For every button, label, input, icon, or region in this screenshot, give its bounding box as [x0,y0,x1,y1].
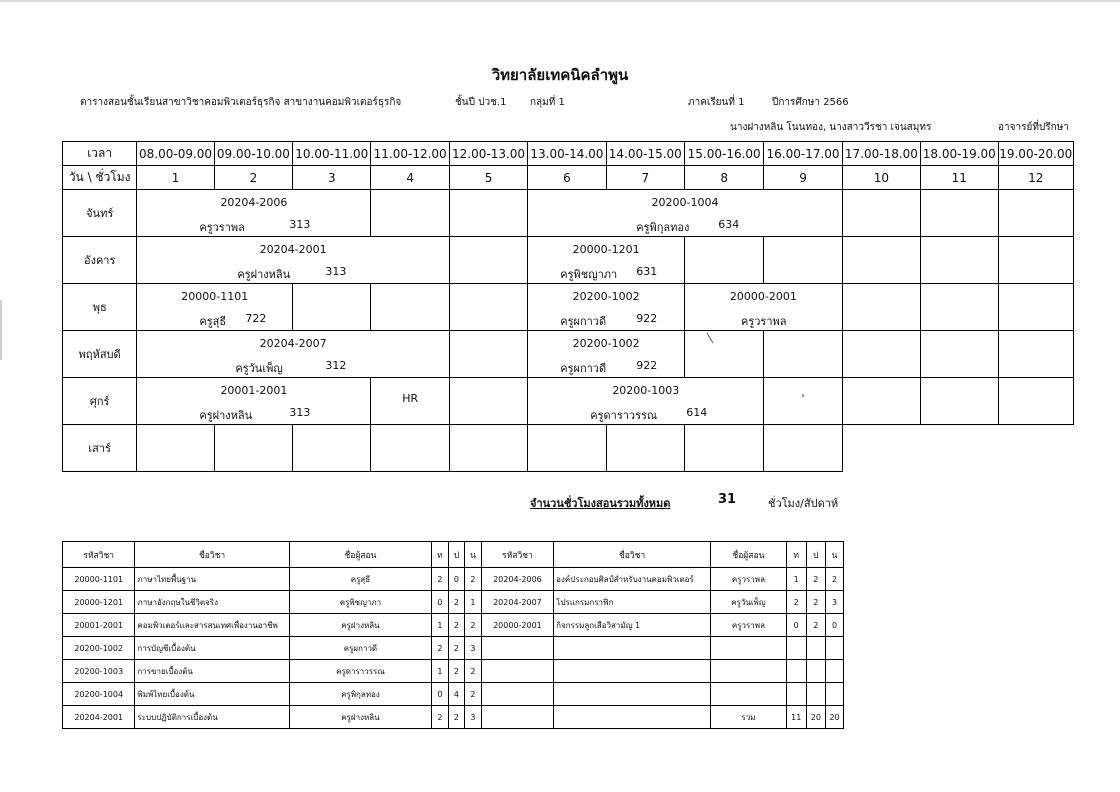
credits: 0 [826,614,844,637]
column-header: น [826,542,844,568]
course-code [481,683,553,706]
period-number: 10 [842,166,920,190]
course-code: 20200-1002 [572,337,640,350]
teacher-name: ครูวราพล [740,315,787,328]
class-block [137,331,450,378]
practice-hours: 2 [806,614,826,637]
table-row [63,637,844,660]
period-number: 7 [606,166,684,190]
time-label: เวลา [63,142,137,166]
course-name: กิจกรรมลูกเสือวิสามัญ 1 [554,614,711,637]
column-header: ป [448,542,464,568]
course-name: โปรแกรมกราฟิก [554,591,711,614]
teacher-name: ครูสุธี [199,315,227,328]
table-row [63,568,844,591]
class-block [528,284,685,331]
practice-hours: 2 [448,706,464,729]
room-number: 313 [289,218,311,231]
teacher-name: ครูฝางหลิน [289,614,432,637]
blank-cell [921,425,998,472]
theory-hours: 0 [432,683,449,706]
empty-cell [371,190,449,237]
period-number: 1 [137,166,214,190]
empty-cell [137,425,214,472]
total-hours-label: จำนวนชั่วโมงสอนรวมทั้งหมด [530,497,671,510]
theory-hours [786,660,806,683]
day-label: พุธ [63,284,137,331]
column-header: รหัสวิชา [481,542,553,568]
practice-hours: 2 [448,637,464,660]
subject-header-row [63,542,844,568]
empty-cell [684,331,763,378]
empty-cell [684,425,763,472]
theory-hours: 2 [432,706,449,729]
time-slot: 09.00-10.00 [214,142,292,166]
class-level: ชั้นปี ปวช.1 [455,97,507,108]
class-block [528,190,843,237]
theory-hours: 1 [786,568,806,591]
course-code: 20204-2007 [259,337,327,350]
theory-hours: 0 [432,591,449,614]
class-block [528,237,685,284]
class-block [528,331,685,378]
teacher-name: ครูผกาวดี [560,315,607,328]
course-code: 20200-1004 [63,683,135,706]
empty-cell [214,425,292,472]
time-slot: 14.00-15.00 [606,142,684,166]
practice-hours: 2 [448,660,464,683]
practice-hours: 2 [806,568,826,591]
term: ภาคเรียนที่ 1 [688,97,745,108]
theory-hours: 1 [432,660,449,683]
period-number: 6 [528,166,606,190]
class-block [528,378,764,425]
practice-hours [806,660,826,683]
empty-cell [371,425,449,472]
teacher-name: ครูผกาวดี [560,362,607,375]
teacher-name: ครูฝางหลิน [289,706,432,729]
course-name: ภาษาอังกฤษในชีวิตจริง [135,591,289,614]
course-name [554,660,711,683]
day-row-thursday [63,331,1074,378]
course-name: การขายเบื้องต้น [135,660,289,683]
table-row [63,706,844,729]
empty-cell [449,190,527,237]
teacher-name: ครูพิกุลทอง [636,221,690,234]
academic-year: ปีการศึกษา 2566 [772,97,849,108]
time-slot: 15.00-16.00 [684,142,763,166]
table-row [63,591,844,614]
course-code: 20204-2006 [220,196,288,209]
credits: 3 [465,637,482,660]
empty-cell [528,425,606,472]
empty-cell [921,237,998,284]
course-code: 20204-2001 [63,706,135,729]
course-code [481,660,553,683]
day-row-saturday [63,425,1074,472]
teacher-name [710,683,786,706]
course-code: 20000-1201 [572,243,640,256]
column-header: ป [806,542,826,568]
room-number: 922 [636,359,658,372]
theory-hours: 1 [432,614,449,637]
class-block [137,378,371,425]
column-header: ชื่อผู้สอน [289,542,432,568]
room-number: 722 [245,312,267,325]
empty-cell [449,284,527,331]
time-slot: 16.00-17.00 [764,142,842,166]
practice-hours: 0 [448,568,464,591]
period-number: 2 [214,166,292,190]
course-code [481,706,553,729]
teacher-name: ครูพิกุลทอง [289,683,432,706]
course-code: 20200-1002 [572,290,640,303]
empty-cell [684,237,763,284]
day-row-wednesday [63,284,1074,331]
empty-cell [449,331,527,378]
course-code: 20000-1101 [63,568,135,591]
empty-cell [842,331,920,378]
credits: 3 [465,706,482,729]
empty-cell [764,378,842,425]
course-code: 20001-2001 [220,384,288,397]
homeroom-cell [371,378,449,425]
room-number: 631 [636,265,658,278]
room-number: 614 [686,406,708,419]
empty-cell [371,284,449,331]
class-block [137,237,450,284]
period-number: 11 [921,166,998,190]
pen-stroke-mark [685,331,763,377]
empty-cell [449,237,527,284]
credits: 2 [465,614,482,637]
teacher-name: ครูฝางหลิน [199,409,253,422]
day-row-tuesday [63,237,1074,284]
class-block [137,190,371,237]
schedule-description: ตารางสอนชั้นเรียนสาขาวิชาคอมพิวเตอร์ธุรกิจ สาขางานคอมพิวเตอร์ธุรกิจ [80,97,402,108]
practice-hours: 2 [448,591,464,614]
course-code: 20000-2001 [729,290,797,303]
room-number: 634 [718,218,740,231]
column-header: รหัสวิชา [63,542,135,568]
theory-hours: 2 [432,568,449,591]
day-label: จันทร์ [63,190,137,237]
course-code [481,637,553,660]
empty-cell [764,237,842,284]
practice-hours [806,683,826,706]
empty-cell [449,425,527,472]
credits: 2 [465,568,482,591]
day-label: อังคาร [63,237,137,284]
total-hours-unit: ชั่วโมง/สัปดาห์ [768,497,839,510]
advisor-label: อาจารย์ที่ปรึกษา [998,122,1069,133]
credits [826,637,844,660]
empty-cell [998,237,1074,284]
course-name: องค์ประกอบศิลป์สำหรับงานคอมพิวเตอร์ [554,568,711,591]
room-number: 312 [325,359,347,372]
theory-hours [786,683,806,706]
room-number: 313 [325,265,347,278]
class-block [684,284,842,331]
course-code: 20200-1004 [651,196,719,209]
teacher-name: ครูวราพล [199,221,245,234]
time-slot: 19.00-20.00 [998,142,1074,166]
course-name: ระบบปฏิบัติการเบื้องต้น [135,706,289,729]
time-slot: 08.00-09.00 [137,142,214,166]
total-hours-value: 31 [718,492,737,507]
period-number: 3 [293,166,371,190]
empty-cell [998,284,1074,331]
course-code: 20204-2007 [481,591,553,614]
subject-table [62,541,844,729]
course-code: 20000-1201 [63,591,135,614]
empty-cell [842,378,920,425]
column-header: ชื่อผู้สอน [710,542,786,568]
course-code: 20200-1003 [612,384,680,397]
practice-hours: 4 [448,683,464,706]
empty-cell [921,331,998,378]
empty-cell [921,284,998,331]
teacher-name: ครูพิชญาภา [289,591,432,614]
day-label: พฤหัสบดี [63,331,137,378]
credits: 1 [465,591,482,614]
theory-hours: 11 [786,706,806,729]
teacher-name [710,660,786,683]
teacher-name: ครูฝางหลิน [237,268,291,281]
page-left-mark [0,300,2,360]
credits [826,683,844,706]
theory-hours: 2 [786,591,806,614]
theory-hours: 2 [432,637,449,660]
teacher-name: ครูสุธี [289,568,432,591]
course-name: ภาษาไทยพื้นฐาน [135,568,289,591]
course-name: การบัญชีเบื้องต้น [135,637,289,660]
period-number: 5 [449,166,527,190]
course-code: 20000-2001 [481,614,553,637]
period-number: 8 [684,166,763,190]
time-row [63,142,1074,166]
practice-hours [806,637,826,660]
blank-cell [842,425,920,472]
empty-cell [842,237,920,284]
empty-cell [842,284,920,331]
room-number: 922 [636,312,658,325]
course-code: 20200-1003 [63,660,135,683]
day-label: เสาร์ [63,425,137,472]
empty-cell [998,378,1074,425]
period-number: 9 [764,166,842,190]
empty-cell [842,190,920,237]
table-row [63,614,844,637]
time-slot: 10.00-11.00 [293,142,371,166]
theory-hours [786,637,806,660]
teacher-name: ครูผกาวดี [289,637,432,660]
credits: 2 [465,683,482,706]
blank-cell [998,425,1074,472]
day-label: ศุกร์ [63,378,137,425]
class-block [137,284,293,331]
period-number: 4 [371,166,449,190]
time-slot: 13.00-14.00 [528,142,606,166]
credits [826,660,844,683]
schedule-table [62,141,1074,472]
time-slot: 12.00-13.00 [449,142,527,166]
practice-hours: 2 [448,614,464,637]
day-row-monday [63,190,1074,237]
time-slot: 17.00-18.00 [842,142,920,166]
course-code: 20001-2001 [63,614,135,637]
column-header: ชื่อวิชา [135,542,289,568]
empty-cell [921,190,998,237]
teacher-name: ครูวราพล [710,614,786,637]
page-top-border [0,0,1120,2]
empty-cell [921,378,998,425]
course-code: 20200-1002 [63,637,135,660]
empty-cell [293,284,371,331]
time-slot: 11.00-12.00 [371,142,449,166]
teacher-name: ครูวันเพ็ญ [235,362,283,375]
advisor-names: นางฝางหลิน โนนทอง, นางสาววีรชา เจนสมุทร [730,122,932,133]
homeroom-label: HR [402,392,419,405]
empty-cell [293,425,371,472]
credits: 2 [465,660,482,683]
subject-rows [63,568,844,729]
column-header: ท [786,542,806,568]
period-number: 12 [998,166,1074,190]
theory-hours: 0 [786,614,806,637]
college-title: วิทยาลัยเทคนิคลำพูน [491,66,629,84]
credits: 2 [826,568,844,591]
course-code: 20204-2001 [259,243,327,256]
practice-hours: 2 [806,591,826,614]
empty-cell [764,331,842,378]
table-row [63,660,844,683]
empty-cell [764,425,842,472]
teacher-name: ครูพิชญาภา [560,268,618,281]
credits: 3 [826,591,844,614]
teacher-name: รวม [710,706,786,729]
empty-cell [998,190,1074,237]
room-number: 313 [289,406,311,419]
column-header: ท [432,542,449,568]
table-row [63,683,844,706]
teacher-name [710,637,786,660]
column-header: น [465,542,482,568]
period-label: วัน \ ชั่วโมง [63,166,137,190]
course-code: 20000-1101 [181,290,249,303]
course-name [554,637,711,660]
course-code: 20204-2006 [481,568,553,591]
class-group: กลุ่มที่ 1 [530,97,565,108]
period-row [63,166,1074,190]
teacher-name: ครูดาราวรรณ [289,660,432,683]
empty-cell [998,331,1074,378]
column-header: ชื่อวิชา [554,542,711,568]
teacher-name: ครูวราพล [710,568,786,591]
practice-hours: 20 [806,706,826,729]
time-slot: 18.00-19.00 [921,142,998,166]
day-row-friday [63,378,1074,425]
course-name: พิมพ์ไทยเบื้องต้น [135,683,289,706]
empty-cell [449,378,527,425]
course-name [554,706,711,729]
course-name: คอมพิวเตอร์และสารสนเทศเพื่องานอาชีพ [135,614,289,637]
stray-mark: ' [801,392,805,405]
teacher-name: ครูวันเพ็ญ [710,591,786,614]
teacher-name: ครูดาราวรรณ [590,409,658,422]
credits: 20 [826,706,844,729]
course-name [554,683,711,706]
empty-cell [606,425,684,472]
